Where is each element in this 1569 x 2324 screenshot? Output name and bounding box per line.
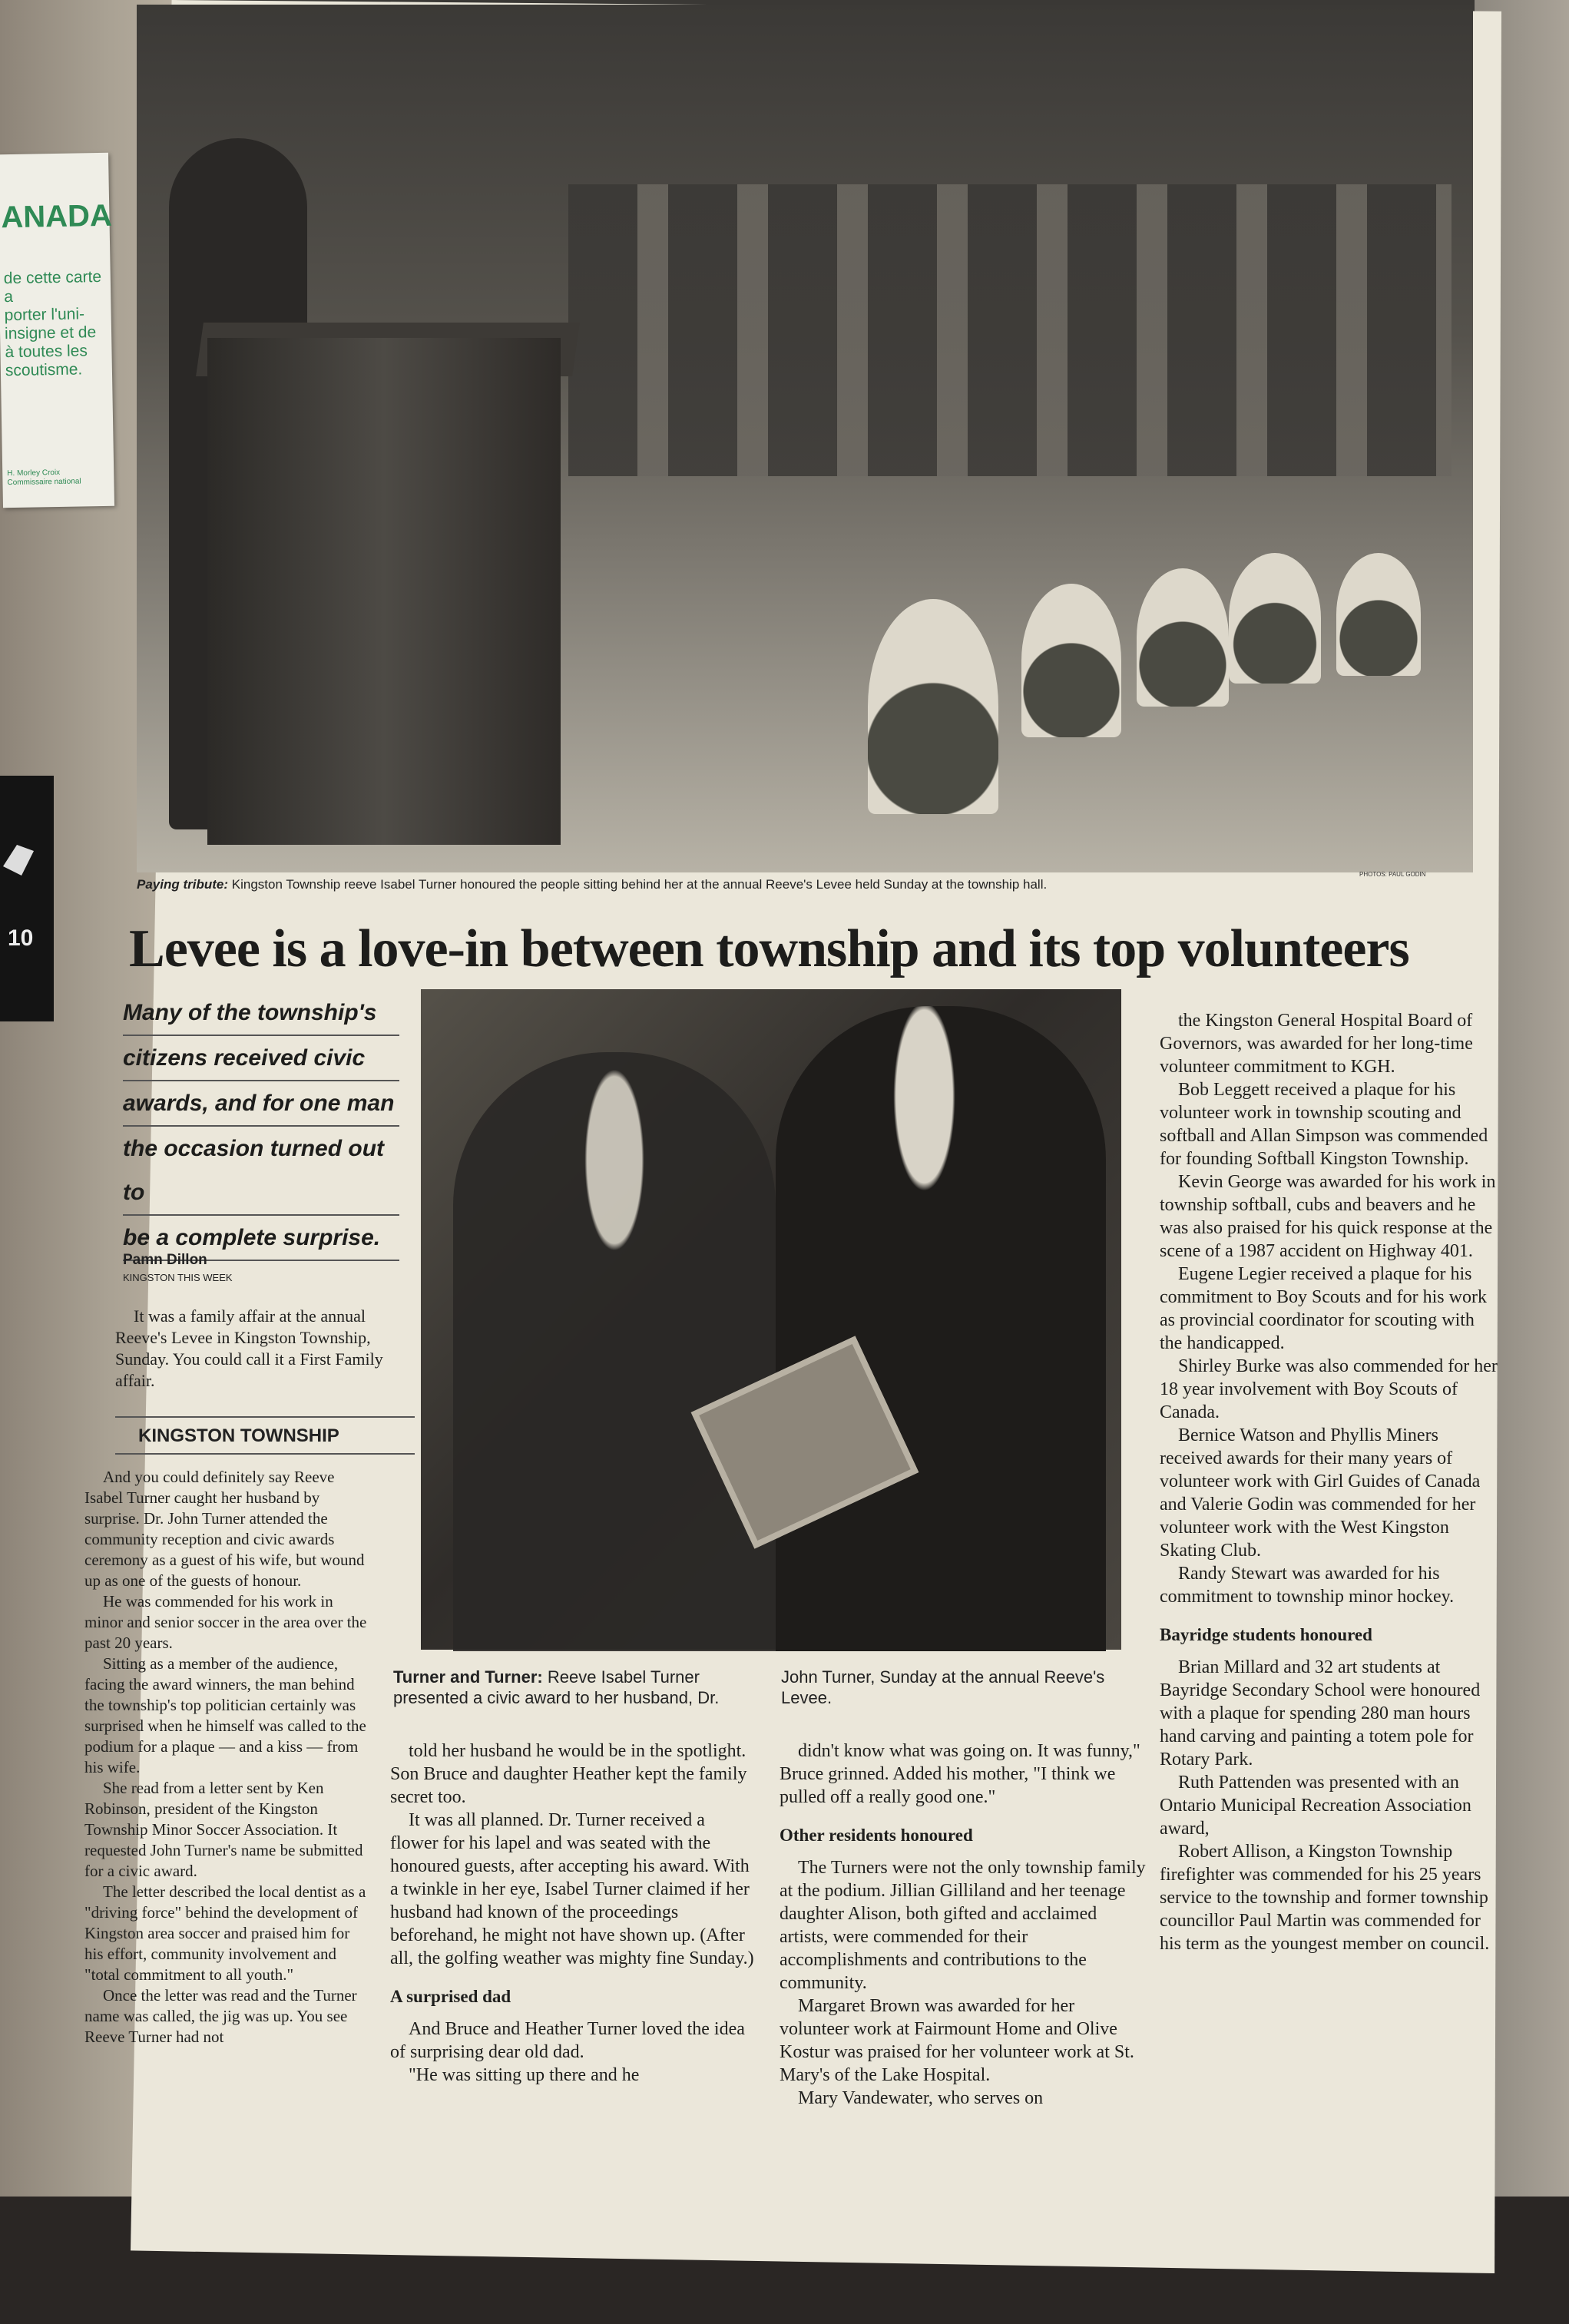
column-3 [780,1740,1148,2110]
scout-card-text: de cette carte a porter l'uni- insigne et de à toutes les scoutisme. [3,267,102,380]
paragraph: The Turners were not the only township family at the podium. Jillian Gilliland and her teenage daughter Alison, both gifted and acclaimed artists, were commended for their accomplishments and contributions to the community. [780,1858,1146,1993]
byline [123,1252,399,1283]
caption-lead: Paying tribute: [137,877,229,892]
mid-photo-caption [393,1667,1146,1708]
paragraph: Eugene Legier received a plaque for his commitment to Boy Scouts and for his work as provincial coordinator for scouting with the handicapped. [1160,1264,1487,1353]
column-2 [390,1740,755,2087]
paragraph: It was all planned. Dr. Turner received a flower for his lapel and was seated with the honoured guests, after accepting his award. With a twinkle in her eye, Isabel Turner claimed if her husband had known of the proceedings beforehand, he might not have shown up. (After all, the golfing weather was mighty fine Sunday.) [390,1810,754,1968]
bird-logo-icon [3,845,34,876]
paragraph: Randy Stewart was awarded for his commitment to township minor hockey. [1160,1564,1455,1607]
paragraph: "He was sitting up there and he [409,2065,640,2085]
lede-text: It was a family affair at the annual Reeve's Levee in Kingston Township, Sunday. You could call it a First Family affair. [115,1306,383,1390]
plant-pot [868,599,998,814]
podium [207,338,561,845]
subhead: Other residents honoured [780,1826,973,1845]
paragraph: Margaret Brown was awarded for her volunteer work at Fairmount Home and Olive Kostur was praised for her volunteer work at St. Mary's of the Lake Hospital. [780,1996,1134,2085]
plant-pot [1336,553,1421,676]
adjacent-book-cover [0,776,54,1021]
subhead: Bayridge students honoured [1160,1625,1372,1644]
paragraph: didn't know what was going on. It was funny," Bruce grinned. Added his mother, "I think we pulled off a really good one." [780,1741,1140,1807]
paragraph: Kevin George was awarded for his work in township softball, cubs and beavers and he was also praised for his quick response at the scene of a 1987 accident on Highway 401. [1160,1172,1496,1261]
plant-pot [1229,553,1321,684]
byline-name: Pamn Dillon [123,1252,207,1268]
headline: Levee is a love-in between township and its top volunteers [129,919,1409,978]
paragraph: Shirley Burke was also commended for her 18 year involvement with Boy Scouts of Canada. [1160,1356,1498,1422]
caption-text: Kingston Township reeve Isabel Turner honoured the people sitting behind her at the annual Reeve's Levee held Sunday at the township hall. [231,877,1048,892]
plant-pot [1021,584,1121,737]
paragraph: Ruth Pattenden was presented with an Ontario Municipal Recreation Association award, [1160,1773,1471,1839]
column-4 [1160,1009,1498,1955]
caption-text: Reeve Isabel Turner presented a civic award to her husband, Dr. John Turner, Sunday at the annual Reeve's Levee. [393,1667,1105,1707]
paragraph: And Bruce and Heather Turner loved the idea of surprising dear old dad. [390,2019,745,2062]
photo-credit: PHOTOS: PAUL GODIN [1359,871,1426,878]
paragraph: told her husband he would be in the spotlight. Son Bruce and daughter Heather kept the family secret too. [390,1741,747,1807]
deck-line: the occasion turned out to [123,1127,399,1216]
paragraph: Bernice Watson and Phyllis Miners received awards for their many years of volunteer work with Girl Guides of Canada and Valerie Godin was commended for her volunteer work with the West Kingston Skating Club. [1160,1425,1481,1561]
paragraph: And you could definitely say Reeve Isabel Turner caught her husband by surprise. Dr. John Turner attended the community reception and civic awards ceremony as a guest of his wife, but wound up as one of the guests of honour. [84,1468,365,1590]
scout-card-signature: H. Morley Croix Commissaire national [7,468,81,488]
column-1 [84,1467,369,2048]
scout-card-title: ANADA [1,198,113,235]
paragraph: Once the letter was read and the Turner name was called, the jig was up. You see Reeve Turner had not [84,1986,357,2046]
deck-line: citizens received civic [123,1036,399,1081]
paragraph: Robert Allison, a Kingston Township firefighter was commended for his 25 years service to the township and former township councillor Paul Martin was commended for his term as the youngest member on council. [1160,1842,1490,1954]
seated-honourees [568,184,1451,476]
isabel-turner-figure [453,1052,776,1651]
byline-outlet: KINGSTON THIS WEEK [123,1272,233,1283]
john-turner-figure [776,1006,1106,1651]
scout-card [0,153,114,508]
paragraph: Mary Vandewater, who serves on [798,2088,1044,2108]
deck-line: Many of the township's [123,991,399,1036]
paragraph: He was commended for his work in minor and senior soccer in the area over the past 20 years. [84,1592,367,1652]
deck [123,991,399,1261]
paragraph: the Kingston General Hospital Board of Governors, was awarded for her long-time volunteer commitment to KGH. [1160,1011,1473,1077]
paragraph: Brian Millard and 32 art students at Bayridge Secondary School were honoured with a plaque for spending 280 man hours hand carving and painting a totem pole for Rotary Park. [1160,1657,1481,1769]
lede [115,1306,392,1392]
subhead: A surprised dad [390,1987,511,2006]
top-photo-caption [137,877,1473,892]
paragraph: She read from a letter sent by Ken Robinson, president of the Kingston Township Minor Soccer Association. It requested John Turner's name be submitted for a civic award. [84,1779,363,1880]
deck-line: awards, and for one man [123,1081,399,1127]
paragraph: Bob Leggett received a plaque for his volunteer work in township scouting and softball and Allan Simpson was commended for founding Softball Kingston Township. [1160,1080,1488,1169]
caption-lead: Turner and Turner: [393,1667,543,1687]
plant-pot [1137,568,1229,707]
paragraph: The letter described the local dentist as a "driving force" behind the development of Kingston area soccer and praised him for his effort, community involvement and "total commitment to all youth." [84,1882,366,1984]
paragraph: Sitting as a member of the audience, facing the award winners, the man behind the township's top politician certainly was surprised when he himself was called to the podium for a plaque — and a kiss — from his wife. [84,1654,366,1776]
book-number: 10 [8,925,34,951]
deck-line: be a complete surprise. [123,1216,399,1261]
section-label: KINGSTON TOWNSHIP [115,1416,415,1455]
